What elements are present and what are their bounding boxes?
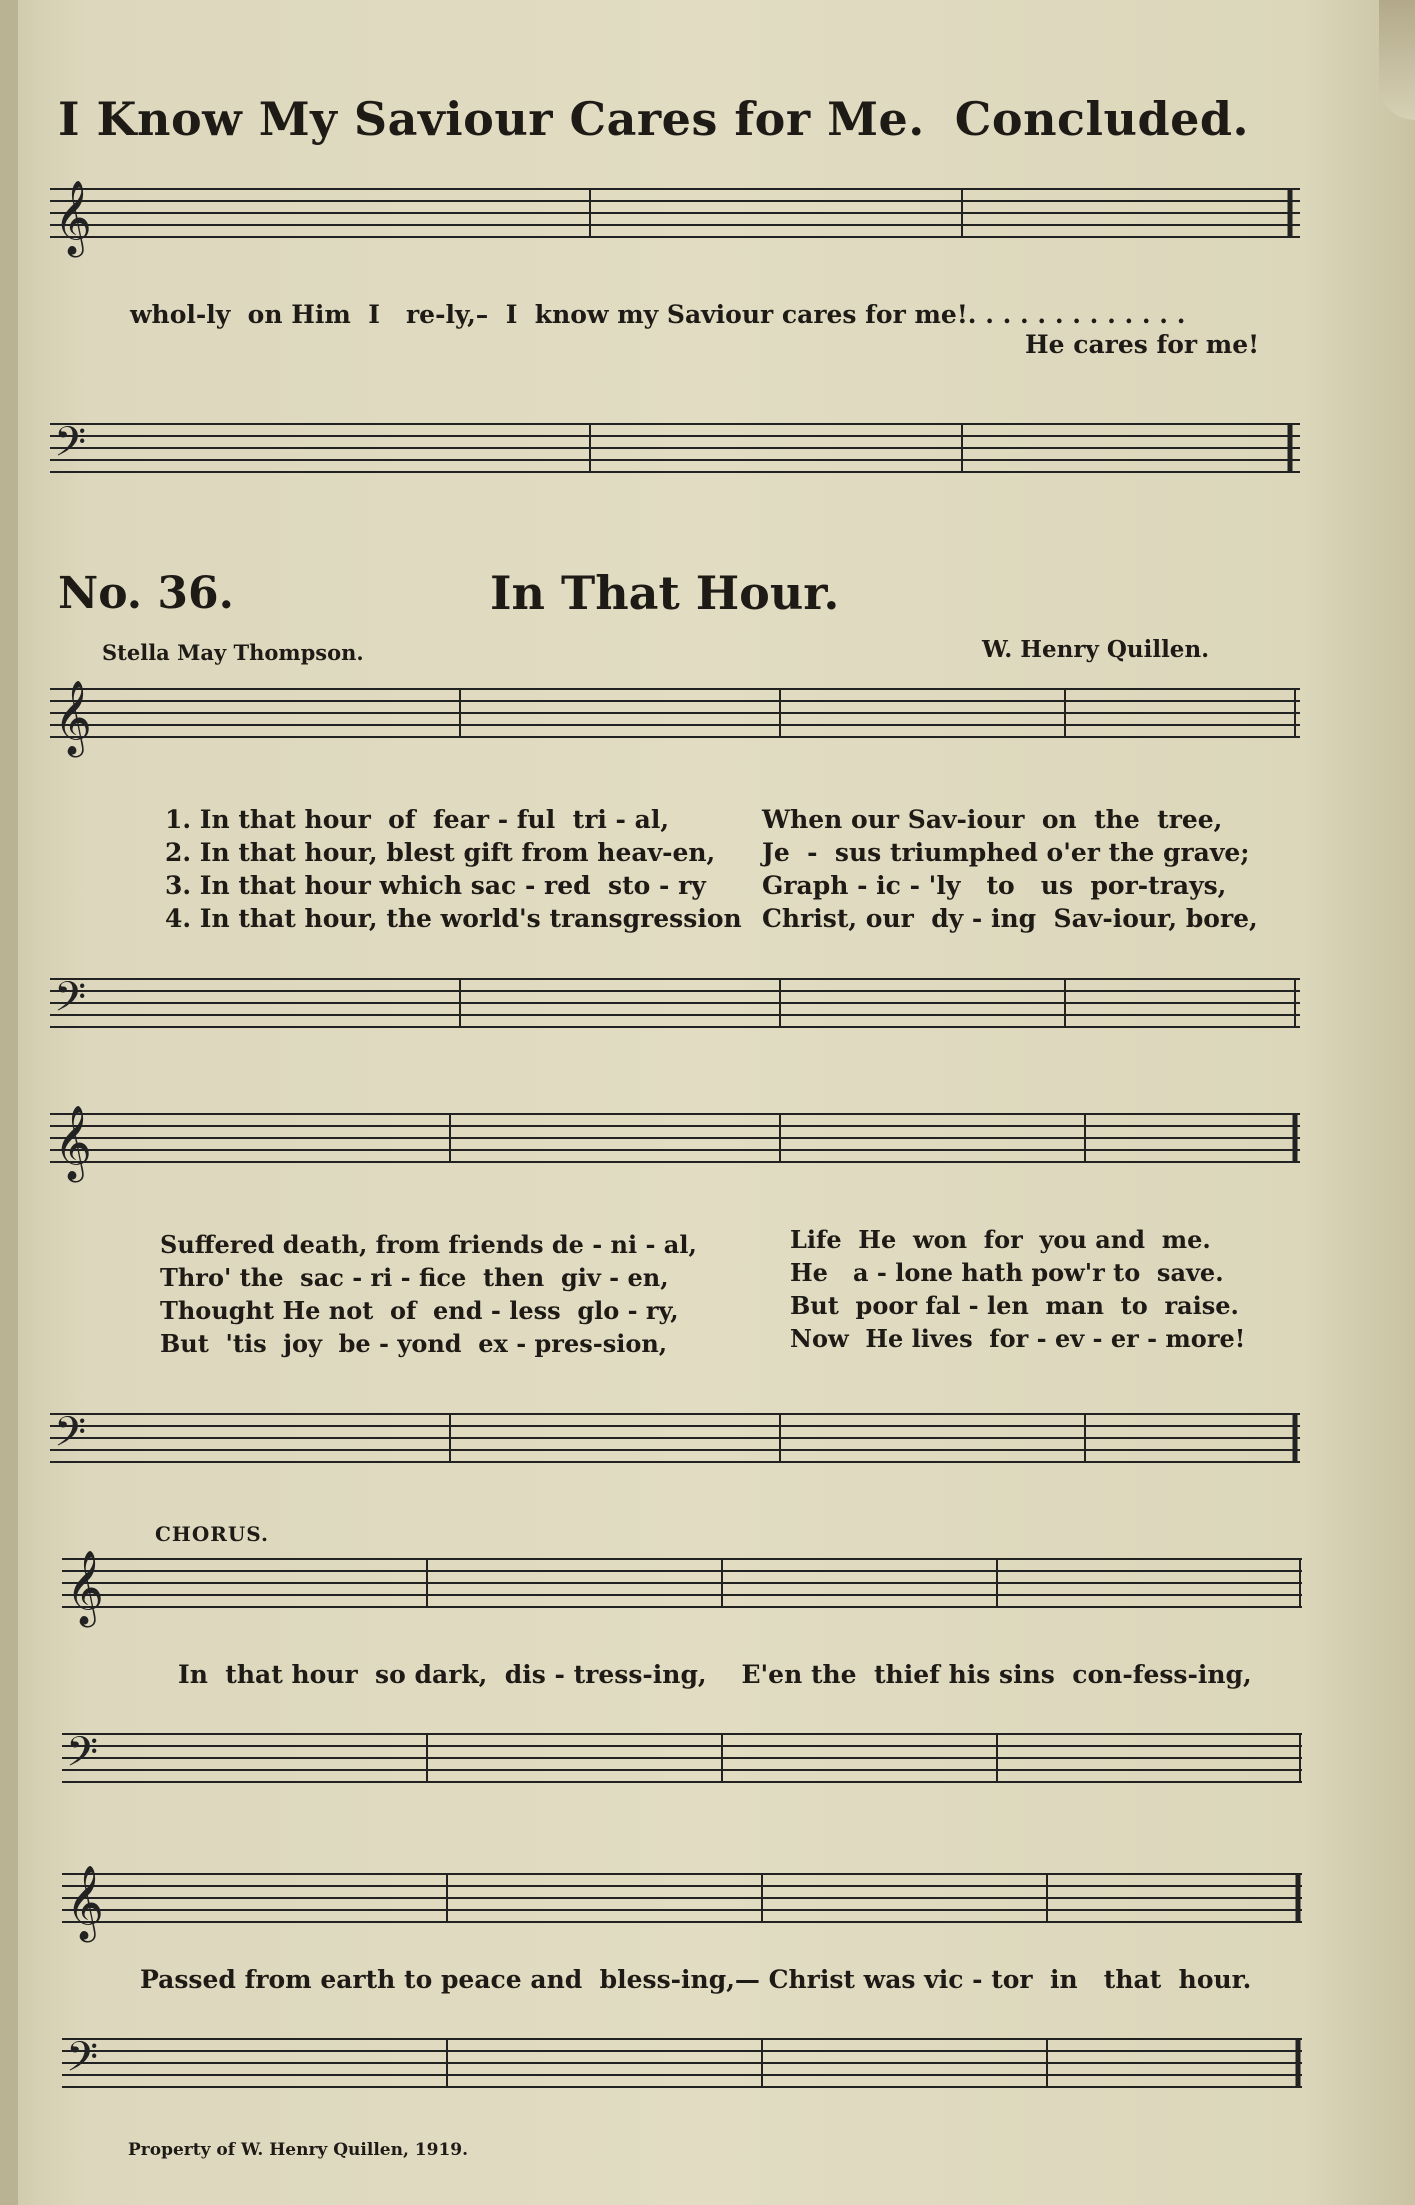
verse-2-part-3: Thro' the sac - ri - fice then giv - en,	[160, 1263, 669, 1292]
bass-staff-system-2	[50, 1410, 1300, 1480]
verse-4-part-3: But 'tis joy be - yond ex - pres-sion,	[160, 1329, 668, 1358]
concluded-label: Concluded.	[954, 92, 1250, 146]
bass-clef-icon: 𝄢	[54, 1408, 87, 1466]
hymn-composer: W. Henry Quillen.	[982, 636, 1210, 663]
concluded-lyric-line-2: He cares for me!	[1025, 330, 1260, 359]
page-binding-edge	[0, 0, 18, 2205]
verse-1-part-2: When our Sav-iour on the tree,	[762, 805, 1223, 834]
chorus-lyric-line-2: Passed from earth to peace and bless-ing,— Christ was vic - tor in that hour.	[140, 1965, 1252, 1994]
bass-staff-system-1	[50, 975, 1300, 1045]
bass-staff-system-3	[62, 1730, 1302, 1800]
verse-3-part-1: 3. In that hour which sac - red sto - ry	[165, 871, 706, 900]
verse-1-part-4: Life He won for you and me.	[790, 1225, 1211, 1254]
concluded-lyric-line-1: whol-ly on Him I re-ly,– I know my Saviour cares for me!. . . . . . . . . . . . .	[130, 300, 1186, 329]
verse-1-part-3: Suffered death, from friends de - ni - al,	[160, 1230, 697, 1259]
verse-3-part-4: But poor fal - len man to raise.	[790, 1291, 1239, 1320]
verse-3-part-3: Thought He not of end - less glo - ry,	[160, 1296, 679, 1325]
treble-clef-icon: 𝄞	[66, 1551, 104, 1625]
concluded-hymn-name: I Know My Saviour Cares for Me.	[58, 92, 925, 146]
verse-4-part-1: 4. In that hour, the world's transgression	[165, 904, 742, 933]
treble-clef-icon: 𝄞	[54, 1106, 92, 1180]
hymn-title: In That Hour.	[490, 566, 840, 620]
chorus-lyric-line-1: In that hour so dark, dis - tress-ing, E'en the thief his sins con-fess-ing,	[178, 1660, 1252, 1689]
chorus-label: CHORUS.	[155, 1522, 269, 1546]
treble-staff-system-3	[62, 1551, 1302, 1625]
treble-staff-concluded	[50, 181, 1300, 255]
hymn-author: Stella May Thompson.	[102, 640, 364, 665]
copyright-footer: Property of W. Henry Quillen, 1919.	[128, 2140, 469, 2160]
bass-clef-icon: 𝄢	[66, 1728, 99, 1786]
verse-1-part-1: 1. In that hour of fear - ful tri - al,	[165, 805, 670, 834]
treble-staff-system-1	[50, 681, 1300, 755]
verse-4-part-2: Christ, our dy - ing Sav-iour, bore,	[762, 904, 1258, 933]
verse-2-part-4: He a - lone hath pow'r to save.	[790, 1258, 1224, 1287]
bass-clef-icon: 𝄢	[54, 973, 87, 1031]
staff-lines	[50, 189, 1300, 237]
verse-4-part-4: Now He lives for - ev - er - more!	[790, 1324, 1246, 1353]
treble-staff-system-4	[62, 1866, 1302, 1940]
bass-staff-system-4	[62, 2035, 1302, 2105]
treble-clef-icon: 𝄞	[66, 1866, 104, 1940]
verse-2-part-1: 2. In that hour, blest gift from heav-en,	[165, 838, 716, 867]
verse-2-part-2: Je - sus triumphed o'er the grave;	[762, 838, 1250, 867]
verse-3-part-2: Graph - ic - 'ly to us por-trays,	[762, 871, 1227, 900]
page-corner-curl	[1379, 0, 1415, 120]
hymn-number: No. 36.	[58, 568, 234, 619]
bass-staff-concluded	[50, 420, 1300, 490]
treble-clef-icon: 𝄞	[54, 181, 92, 255]
bass-clef-icon: 𝄢	[66, 2033, 99, 2091]
concluded-hymn-title	[58, 92, 1298, 146]
treble-staff-system-2	[50, 1106, 1300, 1180]
bass-clef-icon: 𝄢	[54, 418, 87, 476]
treble-clef-icon: 𝄞	[54, 681, 92, 755]
